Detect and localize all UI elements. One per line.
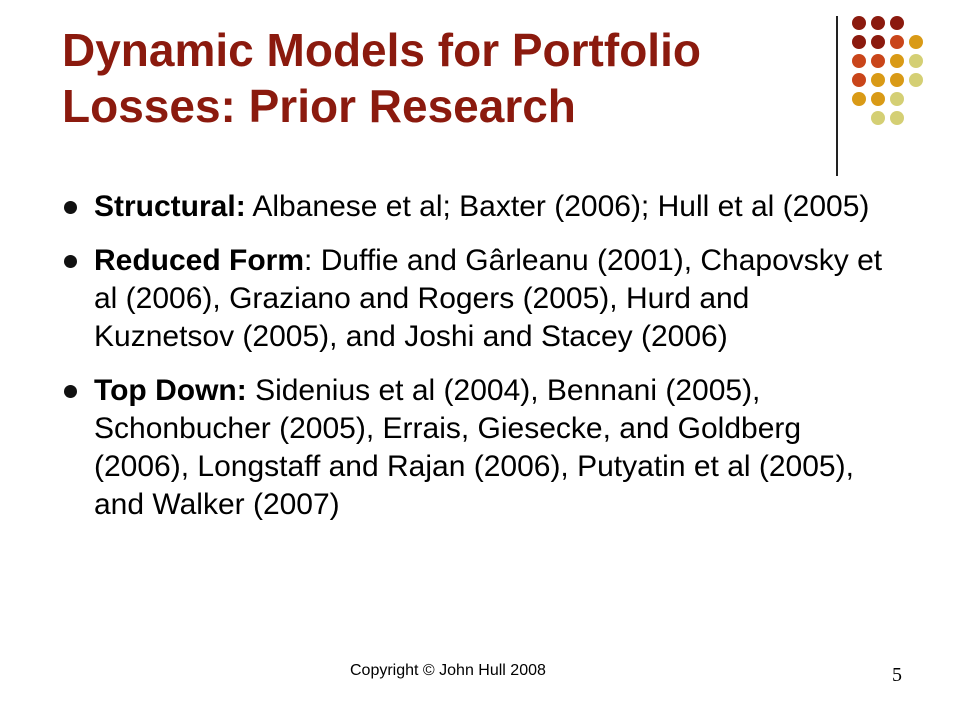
slide-title-line-2: Losses: Prior Research [62, 80, 576, 132]
bullet-text: Sidenius et al (2004), Bennani (2005), Schonbucher (2005), Errais, Giesecke, and Goldberg (2006), Longstaff and Rajan (2006), Putyatin et al (2005), and Walker (2007) [94, 374, 854, 521]
decorative-dot [890, 92, 904, 106]
bullet-heading: Structural: [94, 190, 246, 223]
decorative-dot [871, 54, 885, 68]
decorative-dot [852, 16, 866, 30]
page-number: 5 [892, 664, 902, 686]
decorative-dot [909, 54, 923, 68]
decorative-dot [852, 54, 866, 68]
slide-title [62, 22, 822, 134]
decorative-dot [871, 35, 885, 49]
bullet-list [62, 188, 892, 540]
decorative-dot [890, 111, 904, 125]
bullet-reduced-form [62, 242, 892, 356]
bullet-point-icon [64, 255, 77, 268]
decorative-dot [890, 54, 904, 68]
bullet-text: Albanese et al; Baxter (2006); Hull et al (2005) [245, 190, 870, 223]
decorative-dot [890, 73, 904, 87]
decorative-dot [871, 16, 885, 30]
decorative-dot [909, 73, 923, 87]
decorative-dot [871, 111, 885, 125]
bullet-top-down [62, 372, 892, 524]
decorative-dot [890, 16, 904, 30]
decorative-dot [852, 73, 866, 87]
bullet-point-icon [64, 385, 77, 398]
title-divider [836, 16, 838, 176]
bullet-structural [62, 188, 892, 226]
bullet-point-icon [64, 201, 77, 214]
copyright-footer: Copyright © John Hull 2008 [350, 662, 546, 679]
bullet-heading: Top Down: [94, 374, 247, 407]
decorative-dot [871, 92, 885, 106]
decorative-dot [852, 92, 866, 106]
decorative-dot [909, 35, 923, 49]
bullet-heading: Reduced Form [94, 244, 305, 277]
decorative-dot-grid [852, 16, 960, 166]
decorative-dot [890, 35, 904, 49]
slide-title-line-1: Dynamic Models for Portfolio [62, 24, 701, 76]
bullet-text: : Duffie and Gârleanu (2001), Chapovsky et al (2006), Graziano and Rogers (2005), Hurd and Kuznetsov (2005), and Joshi and Stacey (2006) [94, 244, 883, 353]
decorative-dot [852, 35, 866, 49]
decorative-dot [871, 73, 885, 87]
